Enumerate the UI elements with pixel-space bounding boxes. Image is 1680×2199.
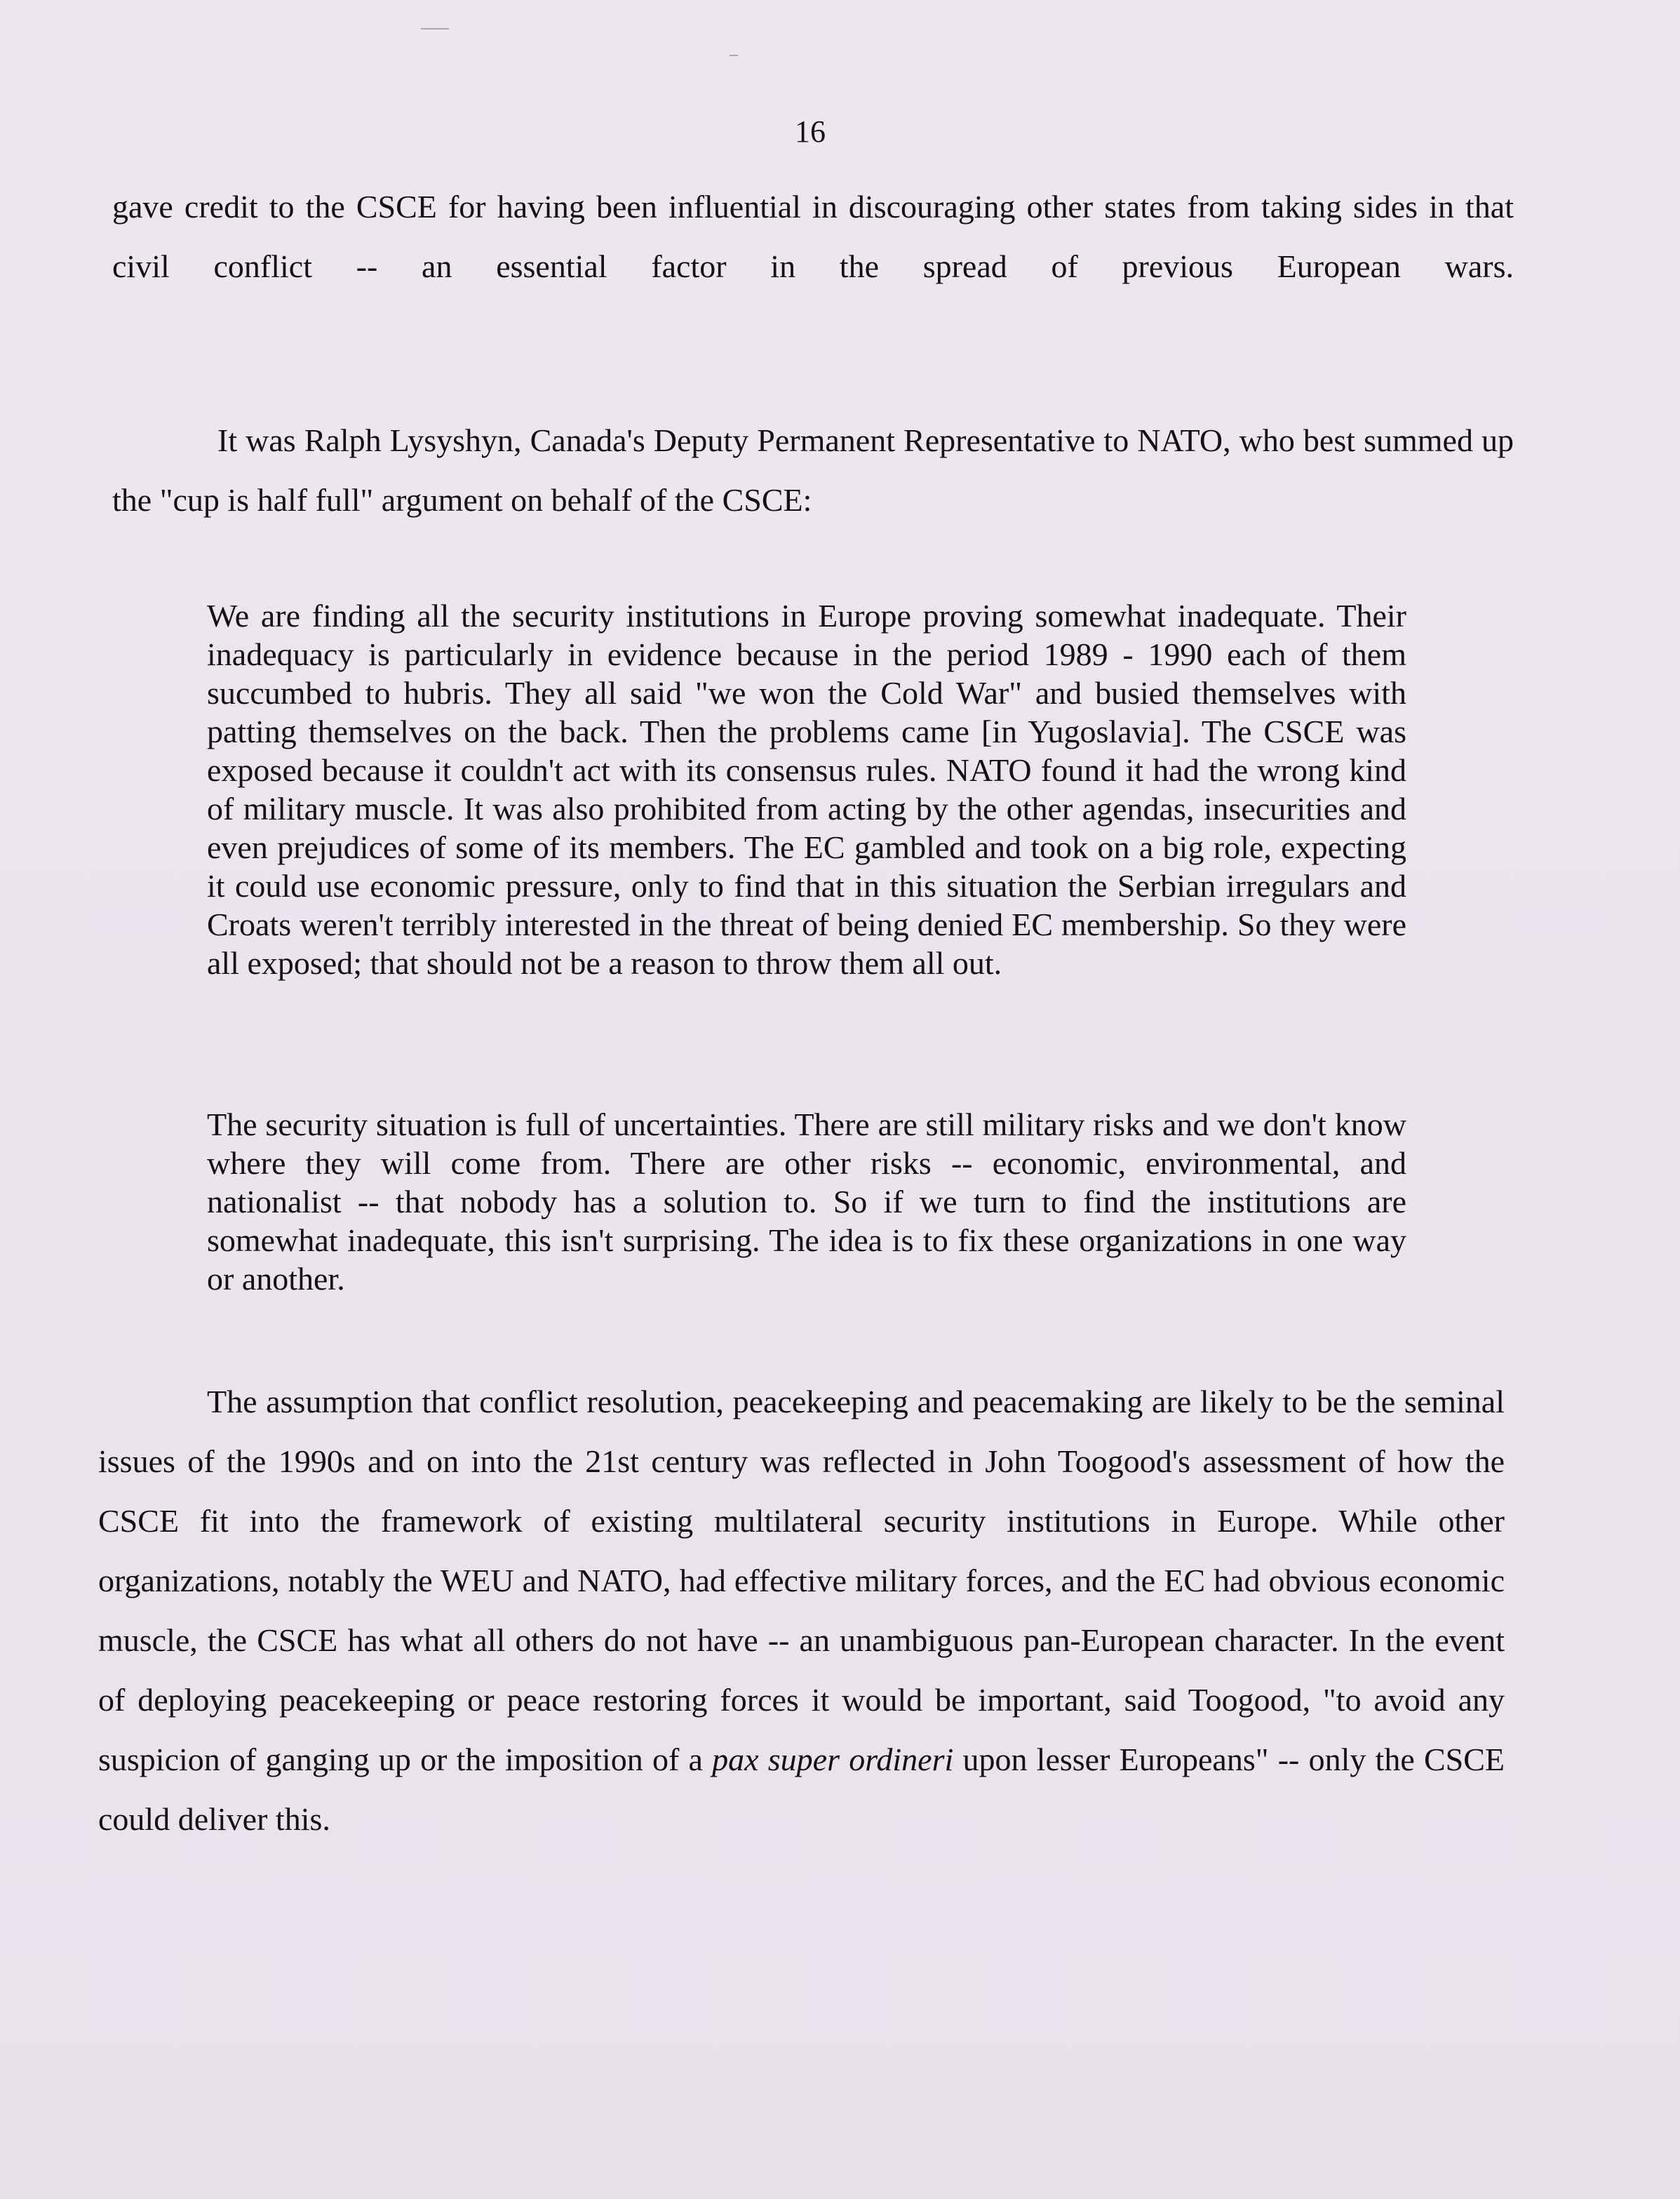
latin-phrase: pax super ordineri xyxy=(712,1742,954,1777)
scan-mark xyxy=(421,28,449,29)
scan-mark xyxy=(730,55,738,56)
block-quote-lysyshyn-part-1: We are finding all the security institutions in Europe proving somewhat inadequate. Their inadequacy is particularly in evidence because in the period 1989 - 1990 each of them succumbed to hubris. They all said "we won the Cold War" and busied themselves with patting themselves on the back. Then the problems came [in Yugoslavia]. The CSCE was exposed because it couldn't act with its consensus rules. NATO found it had the wrong kind of military muscle. It was also prohibited from acting by the other agendas, insecurities and even prejudices of some of its members. The EC gambled and took on a big role, expecting it could use economic pressure, only to find that in this situation the Serbian irregulars and Croats weren't terribly interested in the threat of being denied EC membership. So they were all exposed; that should not be a reason to throw them all out. xyxy=(207,598,1406,981)
paragraph-text-end: upon lesser Europeans" -- only the CSCE could deliver this. xyxy=(98,1742,1505,1837)
paragraph-text: The assumption that conflict resolution, peacekeeping and peacemaking are likely to be the seminal issues of the 1990s and on into the 21st century was reflected in John Toogood's assessment of how the CSCE fit into the framework of existing multilateral security institutions in Europe. While other organizations, notably the WEU and NATO, had effective military forces, and the EC had obvious economic muscle, the CSCE has what all others do not have -- an unambiguous pan-European character. In the event of deploying peacekeeping or peace restoring forces it would be important, said Toogood, "to avoid any suspicion of ganging up or the imposition of a xyxy=(98,1384,1505,1777)
paragraph-toogood-assessment xyxy=(98,1372,1505,1849)
block-quote-lysyshyn-part-2: The security situation is full of uncertainties. There are still military risks and we don't know where they will come from. There are other risks -- economic, environmental, and nationalist -- that nobody has a solution to. So if we turn to find the institutions are somewhat inadequate, this isn't surprising. The idea is to fix these organizations in one way or another. xyxy=(207,1107,1406,1297)
paragraph-intro-quote: It was Ralph Lysyshyn, Canada's Deputy Permanent Representative to NATO, who best summed up the "cup is half full" argument on behalf of the CSCE: xyxy=(112,422,1514,518)
paragraph-continuation: gave credit to the CSCE for having been influential in discouraging other states from taking sides in that civil conflict -- an essential factor in the spread of previous European wars. xyxy=(112,189,1514,284)
page-number: 16 xyxy=(795,114,826,149)
